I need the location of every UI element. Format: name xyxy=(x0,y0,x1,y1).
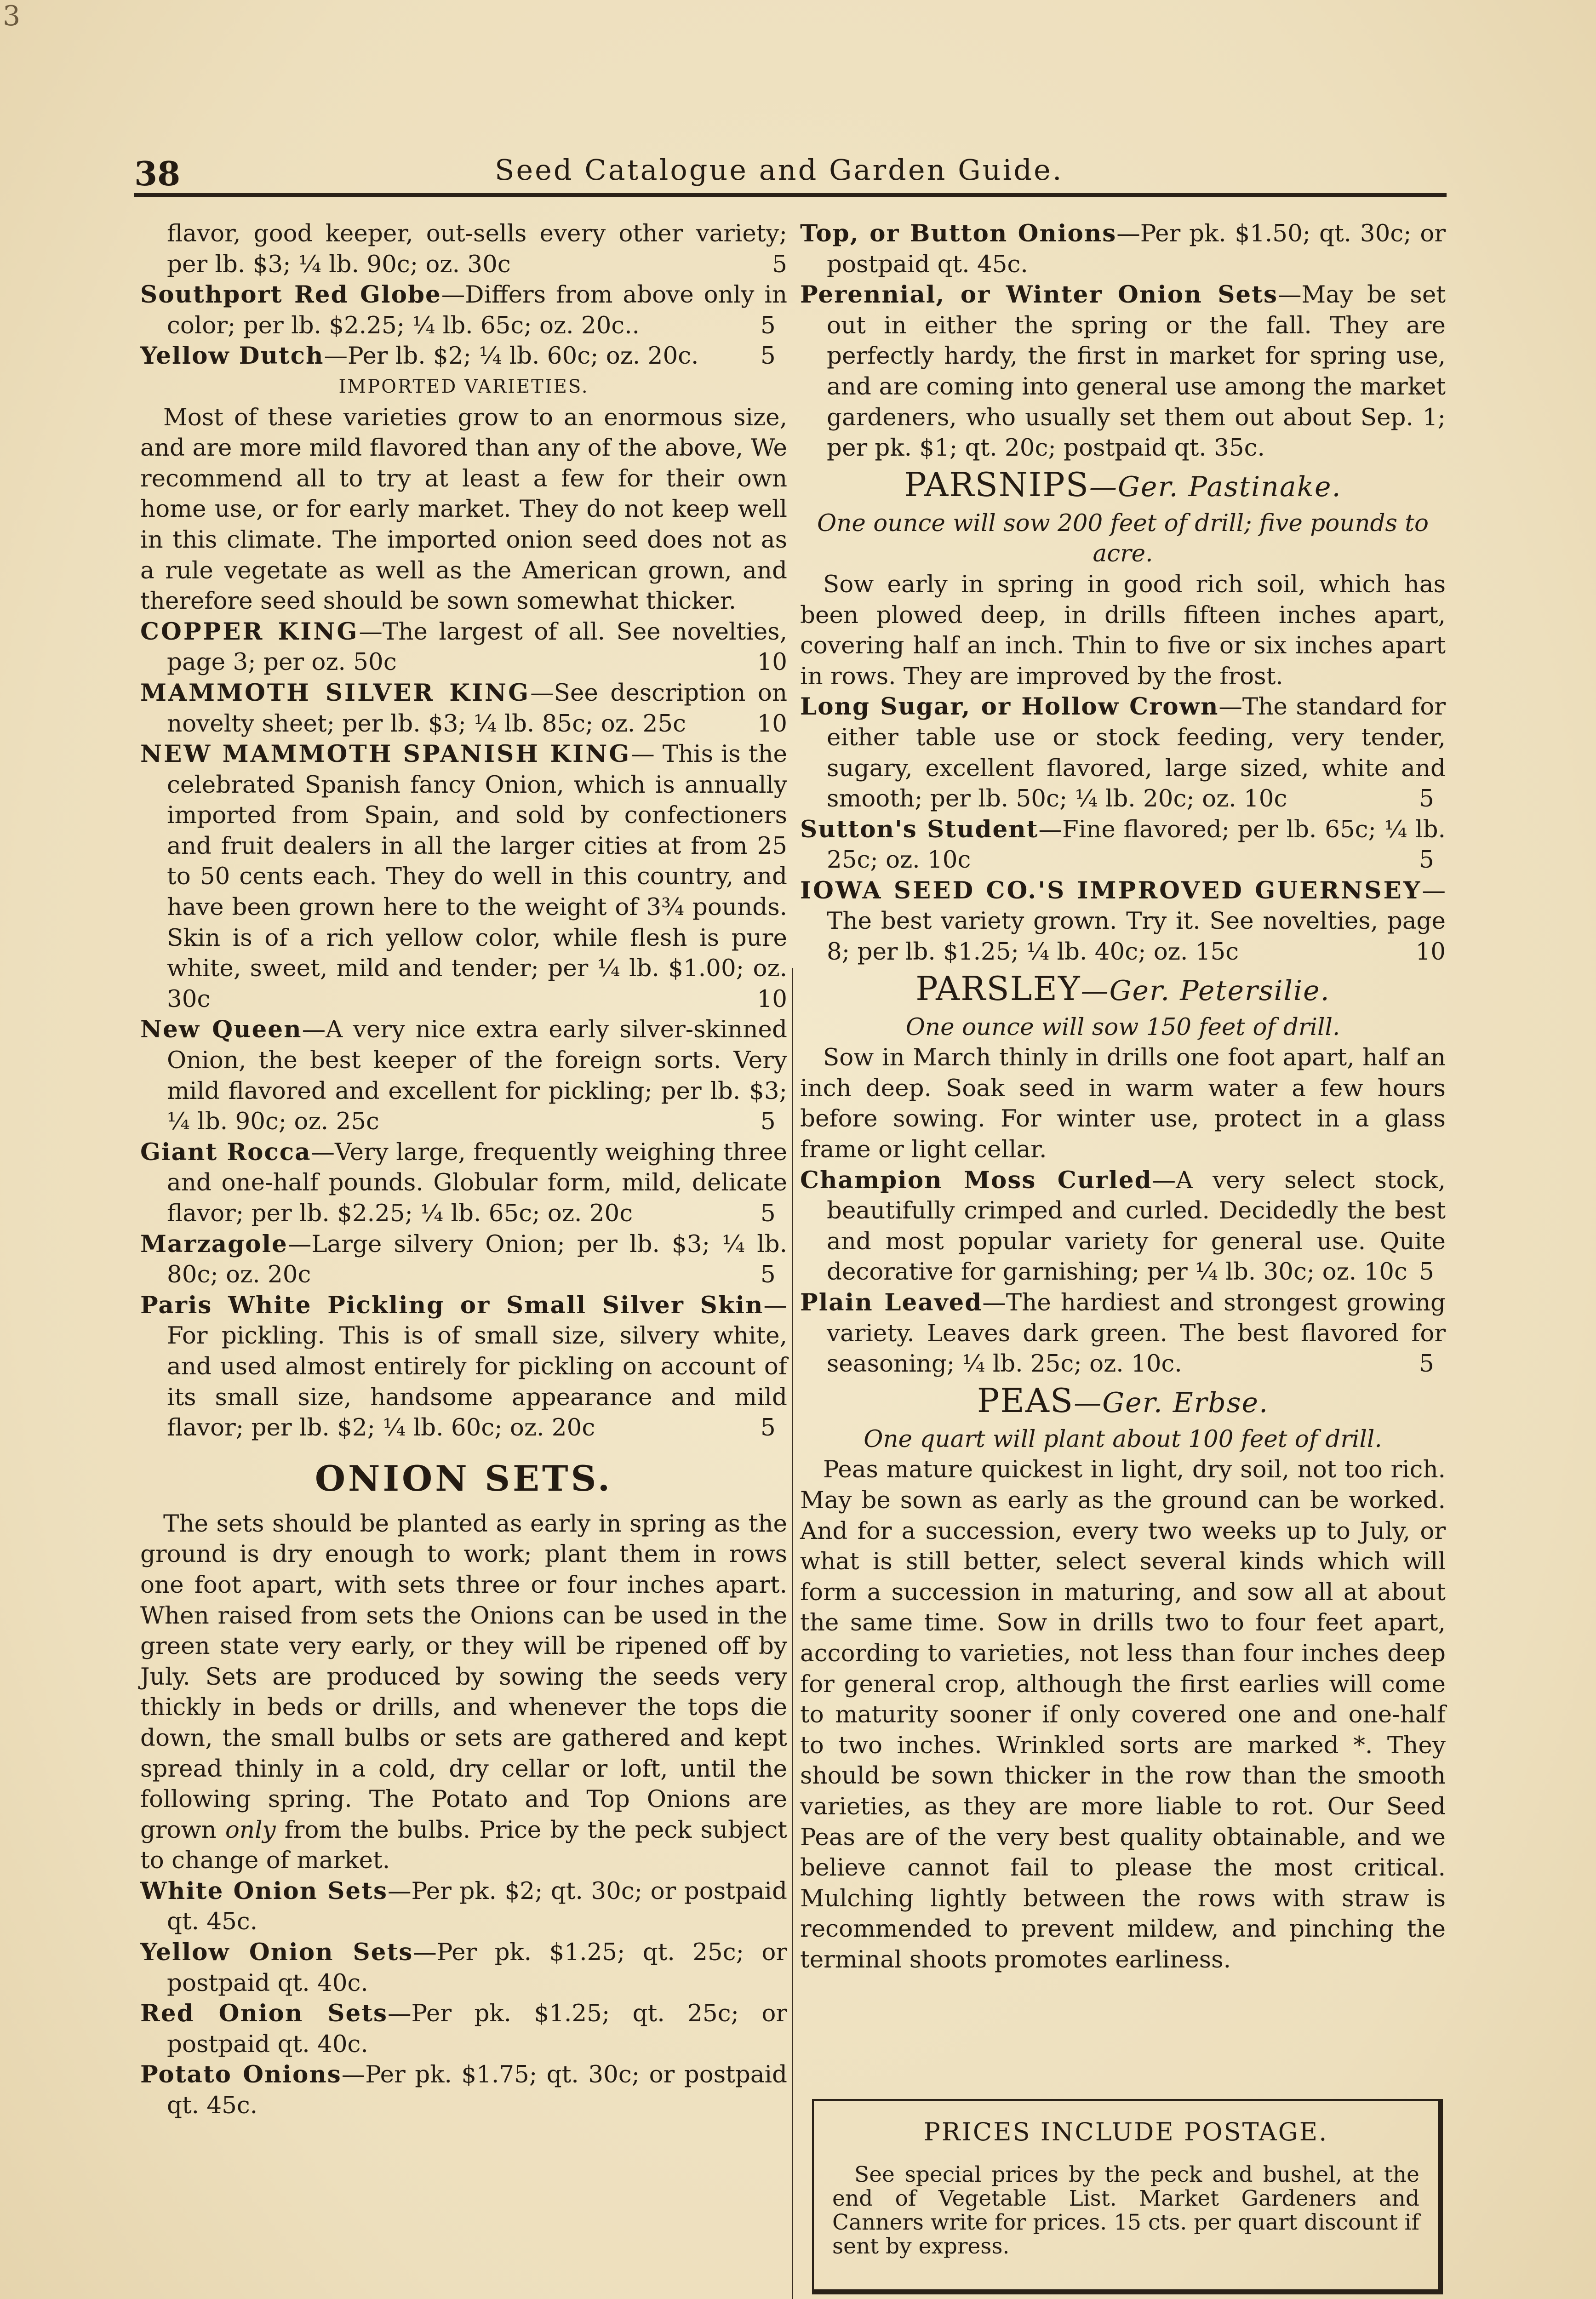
variety-desc: —Per pk. $1.25; qt. 25c; or postpaid qt. 40c. xyxy=(167,1939,787,1997)
price: 10 xyxy=(1415,938,1446,966)
onion-continued-text: flavor, good keeper, out-sells every other variety; per lb. $3; ¼ lb. 90c; oz. 30c xyxy=(167,220,787,278)
onion-continued-entry xyxy=(140,218,787,280)
imported-varieties-heading: IMPORTED VARIETIES. xyxy=(338,376,589,397)
section-title: PARSNIPS xyxy=(904,465,1089,504)
variety-desc: —For pickling. This is of small size, silvery white, and used almost entirely for pickling on account of its small size, handsome appearance and mild flavor; per lb. $2; ¼ lb. 60c; oz. 20c xyxy=(167,1291,787,1442)
onion-sets-intro-part2: from the bulbs. Price by the peck subject to change of market. xyxy=(140,1816,787,1875)
variety-desc: —A very nice extra early silver-skinned Onion, the best keeper of the foreign sorts. Very mild flavored and excellent for pickling; per lb. $3; ¼ lb. 90c; oz. 25c xyxy=(167,1016,787,1136)
variety-desc: —A very select stock, beautifully crimped and curled. Decidedly the best and most popular variety for general use. Quite decorative for garnishing; per ¼ lb. 30c; oz. 10c xyxy=(827,1166,1446,1286)
potato-onions-entry xyxy=(140,2059,787,2121)
variety-desc: —See description on novelty sheet; per lb. $3; ¼ lb. 85c; oz. 25c xyxy=(167,679,787,738)
imported-intro: Most of these varieties grow to an enormous size, and are more mild flavored than any of the above, We recommend all to try at least a few for their own home use, or for early market. They do not keep well in this climate. The imported onion seed does not as a rule vegetate as well as the American grown, and therefore seed should be sown somewhat thicker. xyxy=(140,403,787,615)
parsnips-note: One ounce will sow 200 feet of drill; five pounds to acre. xyxy=(817,509,1429,568)
variety-desc: —The standard for either table use or stock feeding, very tender, sugary, excellent flavored, large sized, white and smooth; per lb. 50c; ¼ lb. 20c; oz. 10c xyxy=(827,693,1446,813)
variety-name: Giant Rocca xyxy=(140,1138,311,1166)
section-title: PEAS xyxy=(977,1381,1074,1420)
corner-mark: 3 xyxy=(3,0,21,32)
price: 5 xyxy=(761,1261,776,1289)
champion-moss-curled-entry xyxy=(800,1165,1446,1287)
variety-name: Top, or Button Onions xyxy=(800,220,1117,247)
german-name: —Ger. Erbse. xyxy=(1074,1386,1269,1419)
variety-name: Sutton's Student xyxy=(800,815,1039,843)
variety-desc: —Very large, frequently weighing three and one-half pounds. Globular form, mild, delicate flavor; per lb. $2.25; ¼ lb. 65c; oz. 20c xyxy=(167,1138,788,1227)
paris-white-entry xyxy=(140,1290,787,1443)
variety-desc: —The largest of all. See novelties, page 3; per oz. 50c xyxy=(167,618,787,676)
peas-note: One quart will plant about 100 feet of drill. xyxy=(864,1425,1382,1453)
left-column xyxy=(140,218,787,2121)
variety-name: Champion Moss Curled xyxy=(800,1166,1152,1194)
variety-name: IOWA SEED CO.'S IMPROVED GUERNSEY xyxy=(800,876,1422,904)
peas-heading xyxy=(800,1379,1446,1424)
onion-sets-intro-part1: The sets should be planted as early in spring as the ground is dry enough to work; plant them in rows one foot apart, with sets three or four inches apart. When raised from sets the Onions can be used in the green state very early, or they will be ripened off by July. Sets are produced by sowing the seeds very thickly in beds or drills, and whenever the tops die down, the small bulbs or sets are gathered and kept spread thinly in a cold, dry cellar or loft, until the following spring. The Potato and Top Onions are grown xyxy=(140,1510,787,1844)
price: 10 xyxy=(757,648,787,676)
price: 10 xyxy=(757,985,787,1013)
variety-name: Southport Red Globe xyxy=(140,281,441,309)
variety-name: Red Onion Sets xyxy=(140,2000,388,2028)
price: 5 xyxy=(1419,846,1434,874)
variety-name: NEW MAMMOTH SPANISH KING xyxy=(140,740,631,768)
postage-notice-text: See special prices by the peck and bushel, at the end of Vegetable List. Market Gardeners and Canners write for prices. 15 cts. per quart discount if sent by express. xyxy=(832,2162,1419,2259)
parsley-intro: Sow in March thinly in drills one foot apart, half an inch deep. Soak seed in warm water a few hours before sowing. For winter use, protect in a glass frame or light cellar. xyxy=(800,1044,1446,1164)
variety-desc: —The hardiest and strongest growing variety. Leaves dark green. The best flavored for seasoning; ¼ lb. 25c; oz. 10c. xyxy=(827,1289,1446,1378)
variety-name: Perennial, or Winter Onion Sets xyxy=(800,281,1278,309)
variety-desc: —Per pk. $2; qt. 30c; or postpaid qt. 45c. xyxy=(167,1877,787,1936)
onion-sets-title: ONION SETS. xyxy=(315,1458,613,1499)
variety-name: Plain Leaved xyxy=(800,1289,983,1316)
variety-name: New Queen xyxy=(140,1016,302,1044)
page-header xyxy=(134,149,1447,197)
variety-desc: —The best variety grown. Try it. See novelties, page 8; per lb. $1.25; ¼ lb. 40c; oz. 15c xyxy=(827,876,1446,966)
postage-notice-box xyxy=(812,2099,1443,2294)
price: 5 xyxy=(761,1414,776,1442)
price: 5 xyxy=(1419,1350,1434,1378)
variety-name: MAMMOTH SILVER KING xyxy=(140,679,531,707)
plain-leaved-entry xyxy=(800,1287,1446,1379)
german-name: —Ger. Pastinake. xyxy=(1089,470,1342,503)
variety-name: Marzagole xyxy=(140,1230,288,1258)
price: 10 xyxy=(757,709,787,738)
variety-desc: —Per pk. $1.50; qt. 30c; or postpaid qt. 45c. xyxy=(827,220,1446,278)
mammoth-silver-king-entry xyxy=(140,678,787,739)
price: 5 xyxy=(761,342,776,370)
southport-red-globe-entry xyxy=(140,280,787,341)
red-onion-sets-entry xyxy=(140,1998,787,2059)
price: 5 xyxy=(1419,1258,1434,1286)
yellow-onion-sets-entry xyxy=(140,1937,787,1998)
giant-rocca-entry xyxy=(140,1137,787,1229)
parsley-heading xyxy=(800,967,1446,1012)
parsnips-intro: Sow early in spring in good rich soil, which has been plowed deep, in drills fifteen inches apart, covering half an inch. Thin to five or six inches apart in rows. They are improved by the frost. xyxy=(800,570,1446,690)
page-number: 38 xyxy=(134,154,181,193)
variety-name: Yellow Onion Sets xyxy=(140,1939,413,1967)
onion-sets-only: only xyxy=(225,1816,276,1844)
right-column xyxy=(800,218,1446,1975)
new-queen-entry xyxy=(140,1014,787,1137)
parsley-note: One ounce will sow 150 feet of drill. xyxy=(905,1013,1340,1041)
spanish-king-entry xyxy=(140,739,787,1014)
peas-intro: Peas mature quickest in light, dry soil, not too rich. May be sown as early as the ground can be worked. And for a succession, every two weeks up to July, or what is still better, select several kinds which will form a succession in maturing, and sow all at about the same time. Sow in drills two to four feet apart, according to varieties, not less than four inches deep for general crop, although the first earlies will come to maturity sooner if only covered one and one-half to two inches. Wrinkled sorts are marked *. They should be sown thicker in the row than the smooth varieties, as they are more liable to rot. Our Seed Peas are of the very best quality obtainable, and we believe cannot fail to please the most critical. Mulching lightly between the rows with straw is recommended to prevent mildew, and pinching the terminal shoots promotes earliness. xyxy=(800,1456,1446,1973)
variety-desc: —Per lb. $2; ¼ lb. 60c; oz. 20c. xyxy=(324,342,699,370)
column-divider xyxy=(792,968,793,2299)
variety-desc: —Per pk. $1.75; qt. 30c; or postpaid qt. 45c. xyxy=(167,2061,788,2120)
price: 5 xyxy=(761,1108,776,1136)
variety-name: COPPER KING xyxy=(140,618,359,646)
postage-notice-title: PRICES INCLUDE POSTAGE. xyxy=(923,2117,1328,2146)
running-title: Seed Catalogue and Garden Guide. xyxy=(495,153,1064,187)
price: 5 xyxy=(761,311,776,339)
variety-name: Potato Onions xyxy=(140,2061,342,2089)
variety-name: Yellow Dutch xyxy=(140,342,324,370)
copper-king-entry xyxy=(140,617,787,678)
onion-sets-intro xyxy=(140,1509,787,1876)
suttons-student-entry xyxy=(800,814,1446,875)
variety-name: Long Sugar, or Hollow Crown xyxy=(800,693,1219,721)
marzagole-entry xyxy=(140,1229,787,1290)
variety-desc: — This is the celebrated Spanish fancy Onion, which is annually imported from Spain, and sold by confectioners and fruit dealers in all the larger cities at from 25 to 50 cents each. They do well in this country, and have been grown here to the weight of 3¾ pounds. Skin is of a rich yellow color, while flesh is pure white, sweet, mild and tender; per ¼ lb. $1.00; oz. 30c xyxy=(167,740,787,1013)
variety-desc: —Large silvery Onion; per lb. $3; ¼ lb. 80c; oz. 20c xyxy=(167,1230,787,1289)
yellow-dutch-entry xyxy=(140,341,787,372)
variety-desc: —May be set out in either the spring or the fall. They are perfectly hardy, the first in market for spring use, and are coming into general use among the market gardeners, who usually set them out about Sep. 1; per pk. $1; qt. 20c; postpaid qt. 35c. xyxy=(827,281,1446,462)
variety-desc: —Fine flavored; per lb. 65c; ¼ lb. 25c; oz. 10c xyxy=(827,815,1446,874)
section-title: PARSLEY xyxy=(915,969,1081,1008)
price: 5 xyxy=(772,250,787,278)
price: 5 xyxy=(1419,785,1434,813)
perennial-onion-sets-entry xyxy=(800,280,1446,463)
top-button-onions-entry xyxy=(800,218,1446,280)
variety-name: Paris White Pickling or Small Silver Skin xyxy=(140,1291,764,1319)
variety-desc: —Differs from above only in color; per lb. $2.25; ¼ lb. 65c; oz. 20c.. xyxy=(167,281,787,339)
german-name: —Ger. Petersilie. xyxy=(1081,974,1330,1007)
variety-name: White Onion Sets xyxy=(140,1877,388,1905)
variety-desc: —Per pk. $1.25; qt. 25c; or postpaid qt. 40c. xyxy=(167,2000,787,2058)
iowa-guernsey-entry xyxy=(800,875,1446,967)
long-sugar-entry xyxy=(800,692,1446,814)
parsnips-heading xyxy=(800,463,1446,508)
price: 5 xyxy=(761,1200,776,1227)
white-onion-sets-entry xyxy=(140,1876,787,1937)
